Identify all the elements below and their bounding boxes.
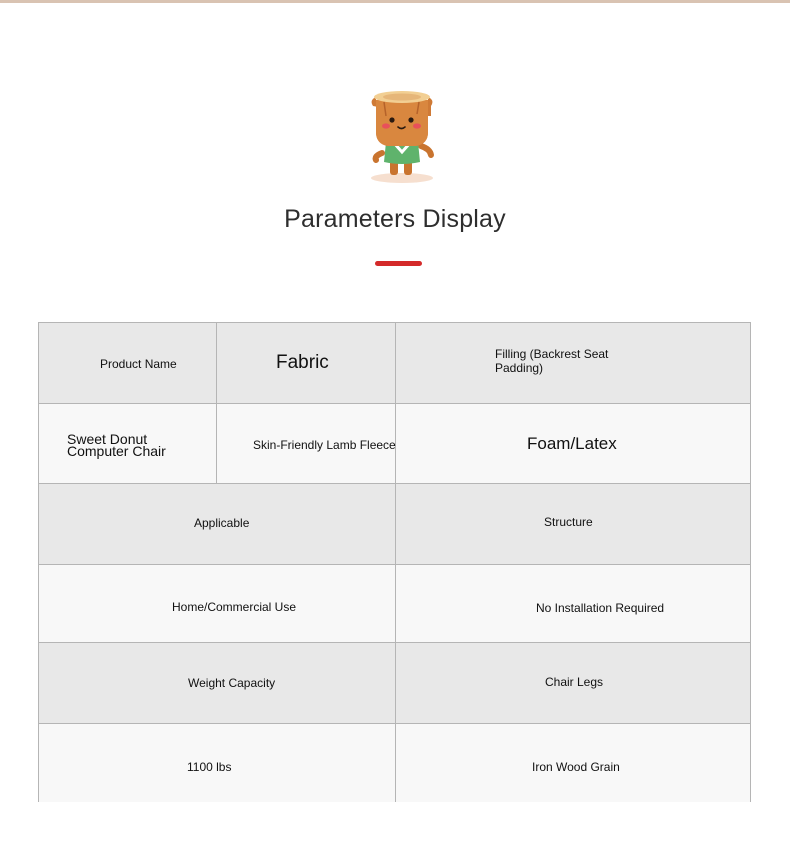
- applicable-label: Applicable: [194, 516, 250, 530]
- filling-label: Filling (Backrest Seat Padding): [495, 347, 609, 375]
- weight-capacity-label: Weight Capacity: [188, 676, 276, 690]
- structure-value: No Installation Required: [536, 601, 665, 615]
- table-cell: [396, 565, 750, 642]
- table-row: [39, 643, 750, 724]
- weight-capacity-value: 1100 lbs: [187, 760, 232, 774]
- table-cell: [396, 724, 750, 802]
- fabric-label: Fabric: [276, 352, 329, 373]
- tree-stump-mascot-icon: [364, 86, 440, 186]
- product-name-value: Sweet Donut Computer Chair: [67, 431, 166, 459]
- table-cell: [39, 643, 396, 723]
- table-cell: [39, 565, 396, 642]
- chair-legs-label: Chair Legs: [545, 675, 604, 689]
- table-cell: [396, 484, 750, 564]
- title-accent-underline: [375, 261, 422, 266]
- table-cell: [217, 404, 396, 483]
- table-row: [39, 565, 750, 643]
- structure-label: Structure: [544, 515, 593, 529]
- top-divider-line: [0, 0, 790, 3]
- table-cell: [39, 484, 396, 564]
- fabric-value: Skin-Friendly Lamb Fleece: [253, 438, 396, 452]
- table-cell: [39, 323, 217, 403]
- table-cell: [396, 643, 750, 723]
- table-row: [39, 323, 750, 404]
- parameters-table: [38, 322, 751, 802]
- table-cell: [217, 323, 396, 403]
- table-cell: [39, 404, 217, 483]
- chair-legs-value: Iron Wood Grain: [532, 760, 620, 774]
- page-title: Parameters Display: [284, 205, 506, 233]
- table-row: [39, 724, 750, 802]
- table-cell: [396, 404, 750, 483]
- table-cell: [39, 724, 396, 802]
- table-row: [39, 484, 750, 565]
- applicable-value: Home/Commercial Use: [172, 600, 297, 614]
- table-row: [39, 404, 750, 484]
- filling-value: Foam/Latex: [527, 434, 617, 453]
- table-cell: [396, 323, 750, 403]
- product-name-label: Product Name: [100, 357, 177, 371]
